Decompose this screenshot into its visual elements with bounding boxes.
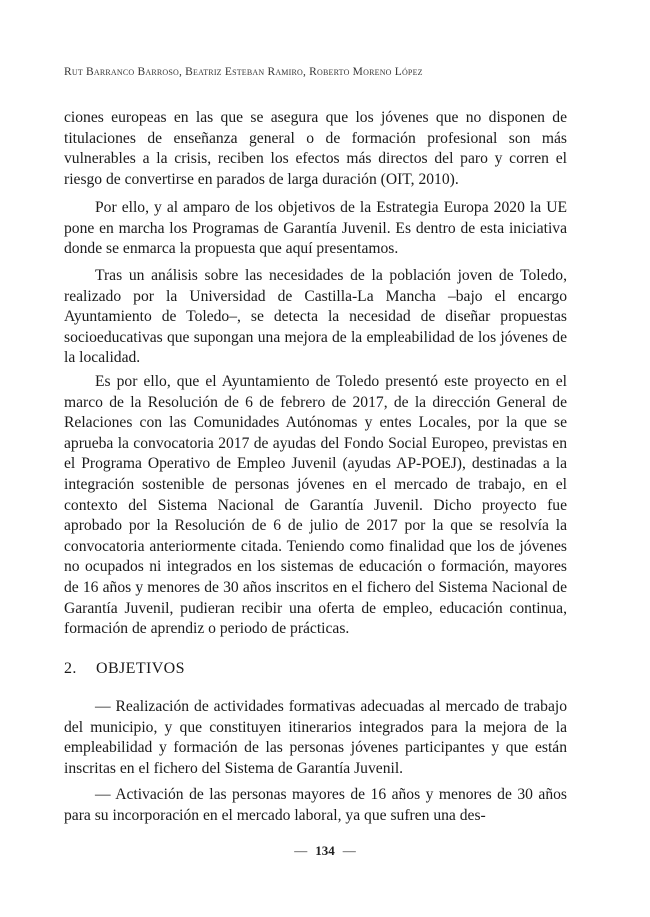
paragraph-3-block (64, 266, 567, 369)
paragraph-2-block (64, 198, 567, 260)
page-number: 134 (315, 843, 335, 858)
objective-1-block (64, 697, 567, 779)
section-title: OBJETIVOS (96, 660, 185, 677)
section-number: 2. (64, 660, 77, 677)
page-folio (0, 843, 650, 859)
paragraph-proyecto-ayuntamiento: Es por ello, que el Ayuntamiento de Toledo presentó este proyecto en el marco de la Resolución de 6 de febrero de 2017, de la dirección General de Relaciones con las Comunidades Autónomas y entes Locales, por la que se aprueba la convocatoria 2017 de ayudas del Fondo Social Europeo, previstas en el Programa Operativo de Empleo Juvenil (ayudas AP-POEJ), destinadas a la integración sostenible de personas jóvenes en el mercado de trabajo, en el contexto del Sistema Nacional de Garantía Juvenil. Dicho proyecto fue aprobado por la Resolución de 6 de julio de 2017 por la que se resolvía la convocatoria anteriormente citada. Teniendo como finalidad que los de jóvenes no ocupados ni integrados en los sistemas de educación o formación, mayores de 16 años y menores de 30 años inscritos en el fichero del Sistema Nacional de Garantía Juvenil, pudieran recibir una oferta de empleo, educación continua, formación de aprendiz o periodo de prácticas. (64, 373, 567, 638)
folio-dash-left: — (294, 843, 308, 858)
paragraph-europa-2020: Por ello, y al amparo de los objetivos de la Estrategia Europa 2020 la UE pone en marcha los Programas de Garantía Juvenil. Es dentro de esta iniciativa donde se enmarca la propuesta que aquí presentamos. (64, 199, 567, 258)
objective-2-block (64, 785, 567, 826)
paragraph-analisis-toledo: Tras un análisis sobre las necesidades de la población joven de Toledo, realizado por la Universidad de Castilla-La Mancha –bajo el encargo Ayuntamiento de Toledo–, se detecta la necesidad de diseñar propuestas socioeducativas que supongan una mejora de la empleabilidad de los jóvenes de la localidad. (64, 267, 567, 367)
folio-dash-right: — (342, 843, 356, 858)
paragraph-4-block (64, 372, 567, 640)
section-heading (64, 660, 185, 678)
paragraph-continued: ciones europeas en las que se asegura que los jóvenes que no disponen de titulaciones de enseñanza general o de formación profesional son más vulnerables a la crisis, reciben los efectos más directos del paro y corren el riesgo de convertirse en parados de larga duración (OIT, 2010). (64, 109, 567, 188)
objective-item: — Realización de actividades formativas adecuadas al mercado de trabajo del municipio, y que constituyen itinerarios integrados para la mejora de la empleabilidad y formación de las personas jóvenes participantes y que están inscritas en el fichero del Sistema de Garantía Juvenil. (64, 698, 567, 777)
running-head: Rut Barranco Barroso, Beatriz Esteban Ramiro, Roberto Moreno López (64, 66, 423, 78)
objective-item: — Activación de las personas mayores de 16 años y menores de 30 años para su incorporación en el mercado laboral, ya que sufren una des- (64, 786, 567, 824)
paragraph-1-block (64, 108, 567, 190)
